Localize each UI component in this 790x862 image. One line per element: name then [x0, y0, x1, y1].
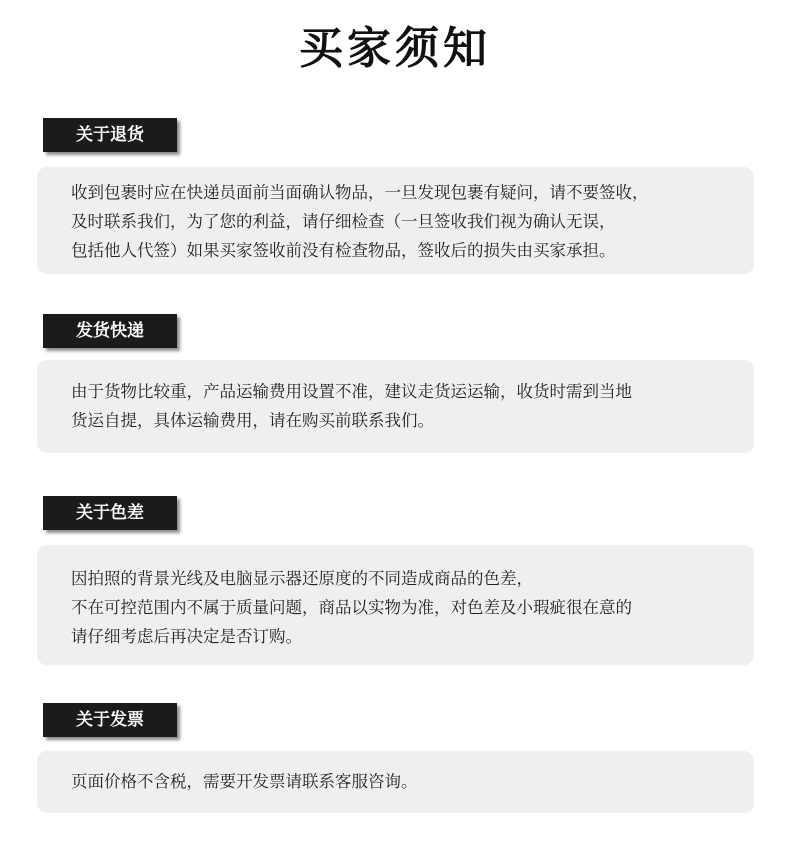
section-text-line: 页面价格不含税，需要开发票请联系客服咨询。 — [71, 772, 418, 791]
section-label-return: 关于退货 — [43, 118, 177, 152]
page-title: 买家须知 — [299, 23, 491, 74]
section-text-line: 不在可控范围内不属于质量问题，商品以实物为准，对色差及小瑕疵很在意的 — [71, 598, 632, 617]
section-text-line: 包括他人代签）如果买家签收前没有检查物品，签收后的损失由买家承担。 — [71, 241, 616, 260]
section-text-line: 货运自提，具体运输费用，请在购买前联系我们。 — [71, 411, 434, 430]
section-box-invoice — [37, 751, 754, 813]
section-text-line: 及时联系我们，为了您的利益，请仔细检查（一旦签收我们视为确认无误， — [71, 212, 616, 231]
section-label-color-difference: 关于色差 — [43, 496, 177, 530]
section-box-shipping — [37, 360, 754, 453]
section-text-line: 收到包裹时应在快递员面前当面确认物品，一旦发现包裹有疑问，请不要签收， — [71, 183, 649, 202]
section-label-invoice: 关于发票 — [43, 703, 177, 737]
section-text-line: 请仔细考虑后再决定是否订购。 — [71, 627, 302, 646]
section-text-line: 因拍照的背景光线及电脑显示器还原度的不同造成商品的色差， — [71, 569, 533, 588]
section-box-return — [37, 167, 754, 274]
section-text-line: 由于货物比较重，产品运输费用设置不准，建议走货运运输，收货时需到当地 — [71, 382, 632, 401]
section-label-shipping: 发货快递 — [43, 314, 177, 348]
section-box-color-difference — [37, 545, 754, 665]
